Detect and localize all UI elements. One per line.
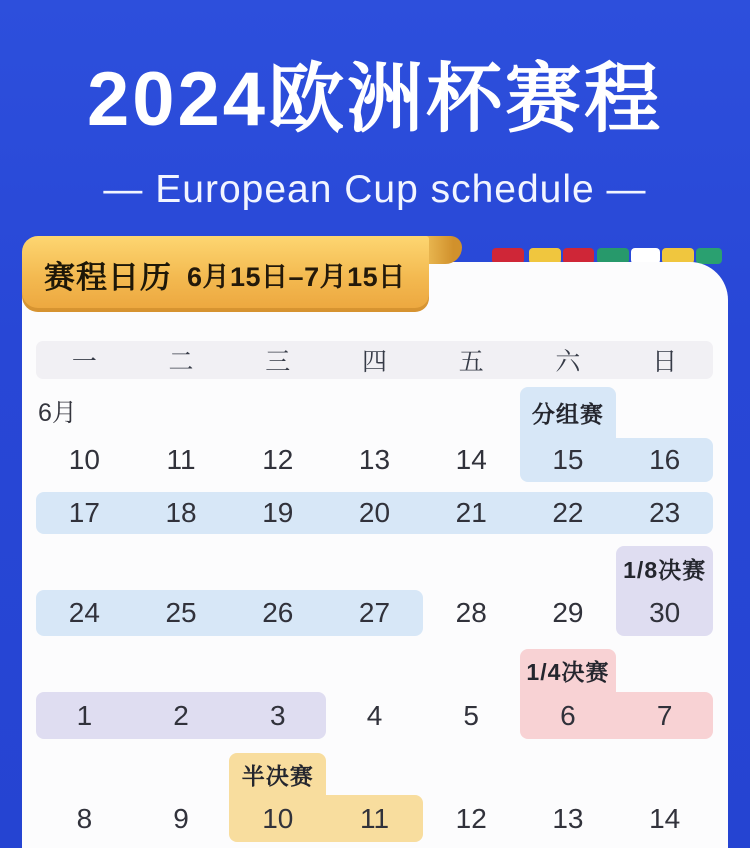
label-row-june [36, 383, 713, 438]
date-cell: 13 [358, 444, 391, 475]
date-cell: 11 [359, 802, 390, 834]
date-cell: 12 [455, 802, 487, 834]
date-cell: 13 [552, 802, 584, 834]
weekday-wed: 三 [265, 348, 291, 376]
date-cell: 27 [358, 597, 391, 628]
date-cell: 29 [552, 597, 584, 628]
date-cell: 7 [656, 699, 673, 731]
date-cell: 11 [166, 444, 196, 475]
date-cell: 9 [173, 802, 189, 834]
date-cell: 8 [76, 802, 93, 834]
month-label-june: 6月 [38, 398, 77, 427]
date-row-week1 [36, 438, 713, 482]
date-cell: 24 [68, 597, 100, 628]
date-cell: 14 [455, 444, 487, 475]
date-cell: 10 [68, 444, 100, 475]
date-row-week4 [36, 692, 713, 739]
label-row-sf [36, 749, 713, 795]
label-row-qf [36, 645, 713, 692]
date-cell: 20 [358, 497, 391, 528]
date-cell: 4 [366, 699, 383, 731]
stage-label-quarter-final: 1/4决赛 [520, 649, 617, 692]
ribbon-title: 赛程日历 [44, 259, 172, 295]
date-cell: 6 [560, 699, 576, 731]
date-cell: 16 [649, 444, 681, 475]
date-cell: 22 [552, 497, 584, 528]
date-row-week2 [36, 492, 713, 534]
date-row-week5 [36, 795, 713, 842]
ribbon-date-range: 6月15日–7月15日 [187, 261, 406, 292]
deco-tab-green-2 [696, 248, 722, 264]
calendar-card [22, 262, 728, 848]
date-cell: 18 [165, 497, 197, 528]
date-cell: 28 [455, 597, 487, 628]
date-cell: 15 [552, 444, 584, 475]
date-cell: 10 [262, 802, 294, 834]
stage-label-group-stage: 分组赛 [520, 387, 617, 438]
weekday-header [36, 341, 713, 379]
page-title: 2024欧洲杯赛程 [86, 57, 664, 142]
weekday-tue: 二 [168, 348, 194, 376]
stage-label-semi-final: 半决赛 [229, 753, 326, 795]
weekday-sun: 日 [652, 348, 678, 376]
stage-label-round-of-16: 1/8决赛 [616, 546, 713, 590]
date-cell: 21 [455, 497, 487, 528]
date-cell: 17 [68, 497, 100, 528]
date-cell: 25 [165, 597, 197, 628]
weekday-sat: 六 [555, 348, 581, 376]
date-cell: 14 [649, 802, 681, 834]
date-cell: 26 [262, 597, 294, 628]
label-row-r16 [36, 542, 713, 590]
date-cell: 30 [649, 597, 681, 628]
date-cell: 19 [262, 497, 294, 528]
page-subtitle: — European Cup schedule — [103, 168, 647, 211]
date-cell: 3 [269, 699, 286, 731]
date-cell: 5 [463, 699, 479, 731]
ribbon-badge [22, 236, 429, 312]
weekday-fri: 五 [458, 348, 484, 376]
weekday-thu: 四 [361, 348, 387, 376]
date-row-week3 [36, 590, 713, 636]
date-cell: 23 [649, 497, 681, 528]
weekday-mon: 一 [71, 348, 97, 376]
date-cell: 2 [173, 699, 189, 731]
date-cell: 1 [76, 699, 93, 731]
date-cell: 12 [262, 444, 294, 475]
